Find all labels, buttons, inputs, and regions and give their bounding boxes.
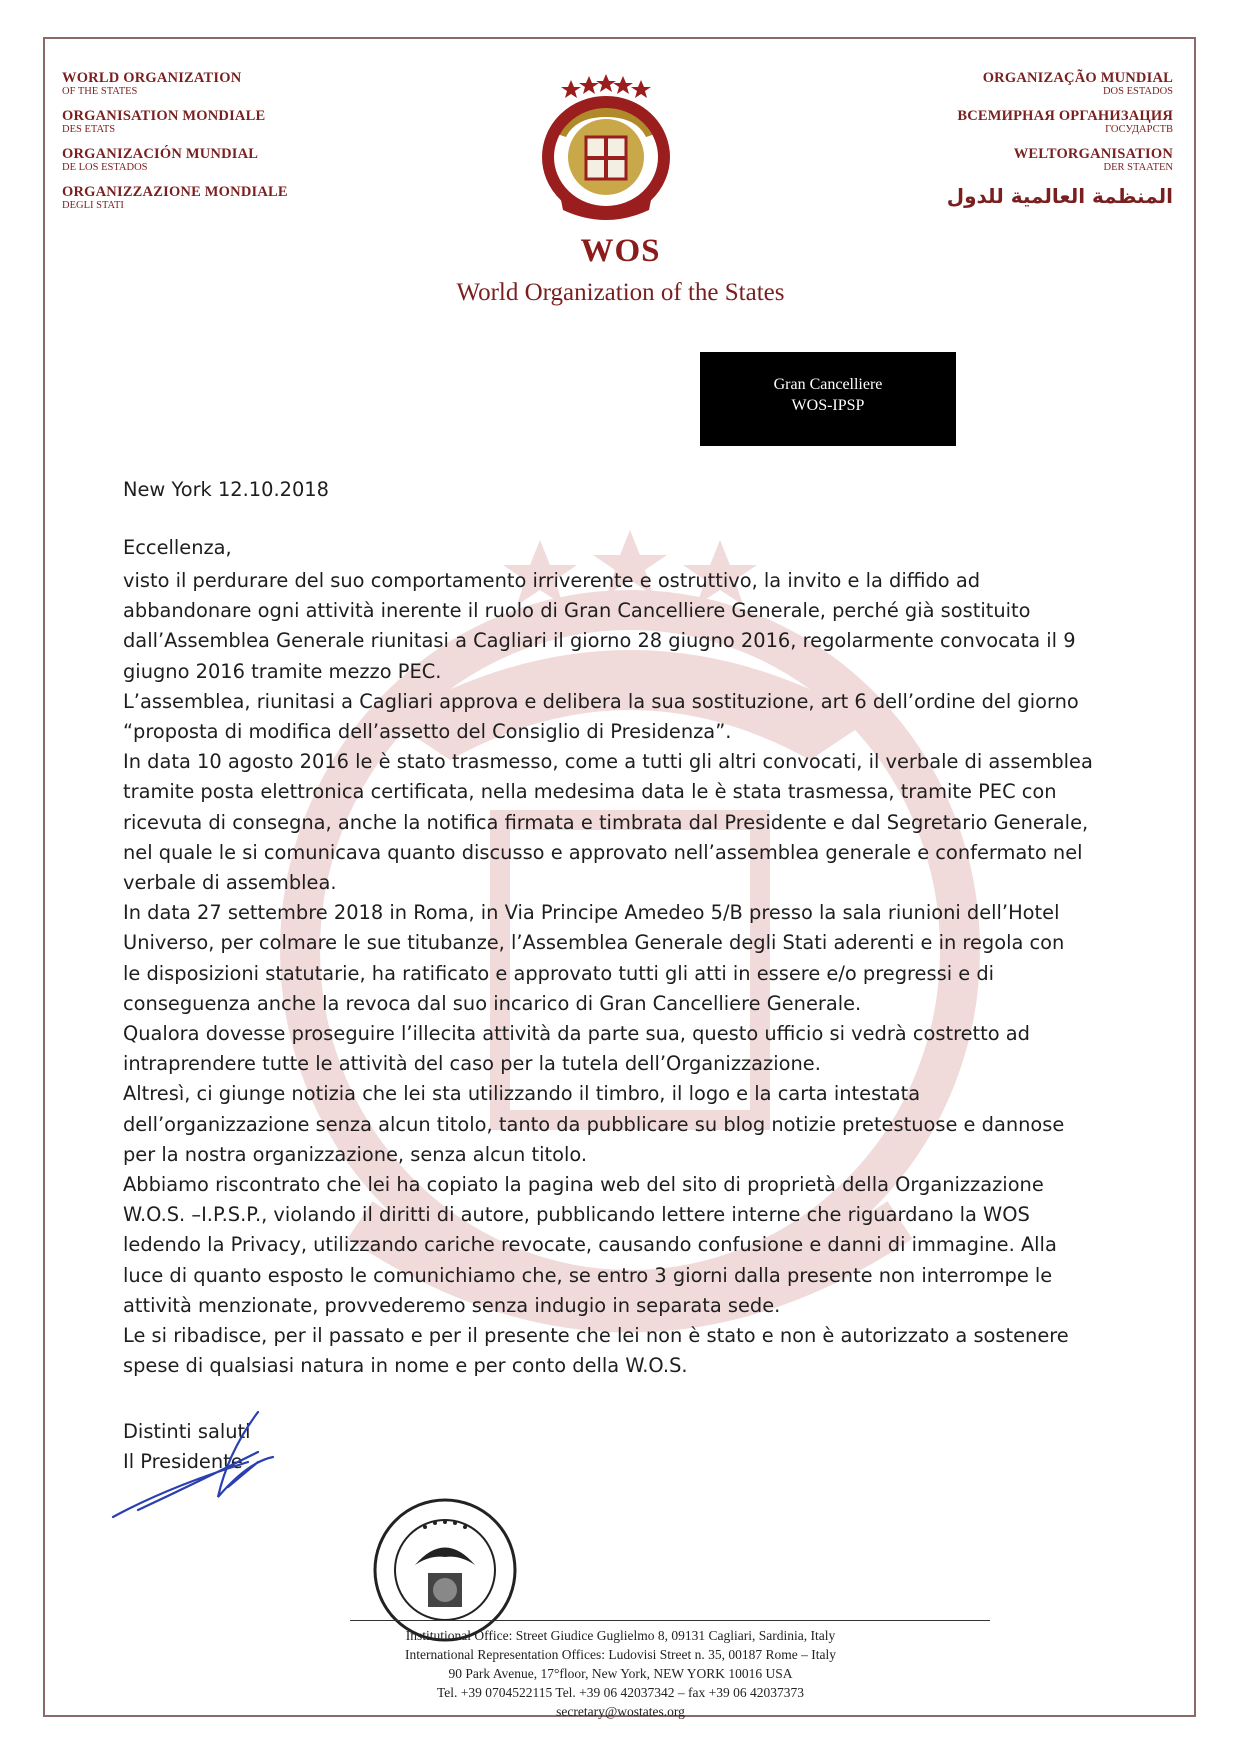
body-line: le disposizioni statutarie, ha ratificato e approvato tutti gli atti in essere e/o pregressi e di [123,961,995,985]
body-line: L’assemblea, riunitasi a Cagliari approva e delibera la sua sostituzione, art 6 dell’ordine del giorno [123,689,1079,713]
body-line: ricevuta di consegna, anche la notifica firmata e timbrata dal Presidente e dal Segretario Generale, [123,810,1089,834]
footer-address [0,1626,1241,1721]
org-name-ru: ВСЕМИРНАЯ ОРГАНИЗАЦИЯ [957,108,1173,124]
body-line: W.O.S. –I.P.S.P., violando il diritti di autore, pubblicando lettere interne che riguardano la WOS [123,1203,1030,1227]
president-signature [108,1392,288,1542]
org-name-pt: ORGANIZAÇÃO MUNDIAL [982,70,1173,86]
org-sub-en: OF THE STATES [62,86,138,97]
body-line: verbale di assemblea. [123,871,337,895]
body-line: Qualora dovesse proseguire l’illecita attività da parte sua, questo ufficio si vedrà costretto ad [123,1022,1030,1046]
org-name-de: WELTORGANISATION [1013,146,1173,162]
body-line: In data 27 settembre 2018 in Roma, in Via Principe Amedeo 5/B presso la sala riunioni dell’Hotel [123,901,1060,925]
footer-institutional-office: Institutional Office: Street Giudice Guglielmo 8, 09131 Cagliari, Sardinia, Italy [405,1628,836,1643]
footer-international-offices: International Representation Offices: Ludovisi Street n. 35, 00187 Rome – Italy [405,1647,836,1662]
body-line: abbandonare ogni attività inerente il ruolo di Gran Cancelliere Generale, perché già sostituito [123,599,1031,623]
body-line: visto il perdurare del suo comportamento irriverente e ostruttivo, la invito e la diffido ad [123,569,981,592]
body-line: ledendo la Privacy, utilizzando cariche revocate, causando confusione e danni di immagine. Alla [123,1233,1057,1257]
org-name-es: ORGANIZACIÓN MUNDIAL [62,146,259,162]
body-line: dell’organizzazione senza alcun titolo, tanto da pubblicare su blog notizie pretestuose e dannose [123,1112,1065,1136]
body-line: nel quale le si comunicava quanto discusso e approvato nell’assemblea generale e confermato nel [123,840,1083,864]
closing-greeting: Distinti saluti [123,1420,251,1443]
body-line: intraprendere tutte le attività del caso per la tutela dell’Organizzazione. [123,1052,821,1076]
redaction-box [700,352,956,446]
footer-divider [350,1620,990,1621]
org-name-fr: ORGANISATION MONDIALE [62,108,266,124]
body-line: Le si ribadisce, per il passato e per il presente che lei non è stato e non è autorizzato a sostenere [123,1324,1069,1348]
body-line: In data 10 agosto 2016 le è stato trasmesso, come a tutti gli altri convocati, il verbale di assemblea [123,750,1093,774]
body-line: Universo, per colmare le sue titubanze, l’Assemblea Generale degli Stati aderenti e in regola con [123,931,1065,955]
wos-logo-icon [531,72,681,222]
body-line: conseguenza anche la revoca dal suo incarico di Gran Cancelliere Generale. [123,991,862,1015]
footer-ny-address: 90 Park Avenue, 17°floor, New York, NEW YORK 10016 USA [448,1666,793,1681]
body-line: “proposta di modifica dell’assetto del Consiglio di Presidenza”. [123,720,732,744]
body-line: per la nostra organizzazione, senza alcun titolo. [123,1142,588,1166]
letter-salutation: Eccellenza, [123,536,232,559]
body-line: giugno 2016 tramite mezzo PEC. [123,659,442,683]
org-sub-de: DER STAATEN [1103,162,1173,173]
letter-date: New York 12.10.2018 [123,478,329,501]
body-line: dall’Assemblea Generale riunitasi a Cagliari il giorno 28 giugno 2016, regolarmente convocata il 9 [123,629,1076,653]
body-line: Abbiamo riscontrato che lei ha copiato la pagina web del sito di proprietà della Organizzazione [123,1173,1044,1197]
footer-email: secretary@wostates.org [556,1704,685,1719]
body-line: luce di quanto esposto le comunichiamo che, se entro 3 giorni dalla presente non interrompe le [123,1263,1053,1287]
org-name-ar: المنظمة العالمية للدول [946,184,1173,208]
org-sub-es: DE LOS ESTADOS [62,162,148,173]
org-sub-ru: ГОСУДАРСТВ [1105,124,1173,135]
org-sub-pt: DOS ESTADOS [1102,86,1173,97]
letter-body [123,566,1113,1381]
org-sub-it: DEGLI STATI [62,200,124,211]
header-left-names [62,70,288,222]
official-seal-icon [370,1495,520,1645]
closing-title: Il Presidente [123,1450,243,1473]
header-right-names [947,70,1173,208]
org-full-name: World Organization of the States [456,279,785,306]
body-line: tramite posta elettronica certificata, nella medesima data le è stata trasmessa, tramite PEC con [123,780,1057,804]
org-sub-fr: DES ETATS [62,124,116,135]
org-name-it: ORGANIZZAZIONE MONDIALE [62,184,288,200]
org-name-en: WORLD ORGANIZATION [62,70,242,86]
body-line: spese di qualsiasi natura in nome e per conto della W.O.S. [123,1354,688,1378]
body-line: attività menzionate, provvederemo senza indugio in separata sede. [123,1293,781,1317]
footer-phone: Tel. +39 0704522115 Tel. +39 06 42037342 – fax +39 06 42037373 [436,1685,805,1700]
body-line: Altresì, ci giunge notizia che lei sta utilizzando il timbro, il logo e la carta intestata [123,1082,921,1106]
box-title: Gran Cancelliere [773,376,883,393]
org-abbreviation: WOS [580,233,661,269]
box-subtitle: WOS-IPSP [791,397,865,414]
